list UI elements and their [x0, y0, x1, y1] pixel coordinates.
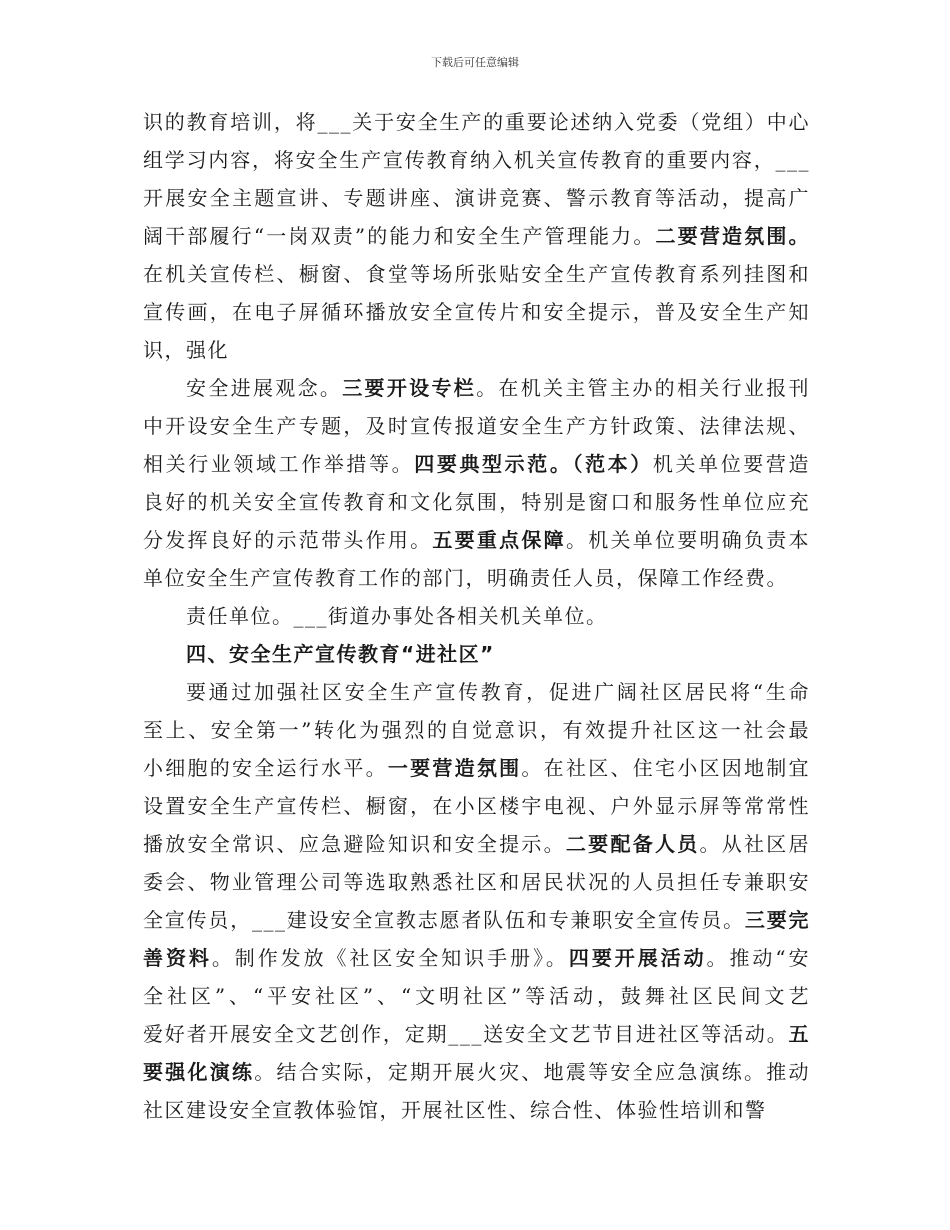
- text-span: 。在社区、住宅小区因地制宜: [521, 756, 811, 780]
- text-span: 委会、物业管理公司等选取熟悉社区和居民状况的人员担任专兼职安: [143, 870, 810, 894]
- text-span: 组学习内容，将安全生产宣传教育纳入机关宣传教育的重要内容，___: [143, 148, 810, 172]
- text-line: [143, 369, 810, 407]
- bold-text-span: 四要典型示范。（范本）: [414, 452, 653, 476]
- text-span: 设置安全生产宣传栏、橱窗，在小区楼宇电视、户外显示屏等常常性: [143, 794, 810, 818]
- text-line: [143, 483, 810, 521]
- text-span: 在机关宣传栏、橱窗、食堂等场所张贴安全生产宣传教育系列挂图和: [143, 262, 810, 286]
- bold-text-span: 要强化演练: [143, 1060, 255, 1084]
- text-span: 责任单位。___街道办事处各相关机关单位。: [186, 604, 608, 628]
- text-line: [143, 445, 810, 483]
- document-body: [143, 103, 810, 1129]
- text-line: [143, 787, 810, 825]
- text-span: 社区建设安全宣教体验馆，开展社区性、综合性、体验性培训和警: [143, 1098, 767, 1122]
- text-line: [143, 825, 810, 863]
- text-span: 安全进展观念。: [186, 376, 343, 400]
- text-span: 。在机关主管主办的相关行业报刊: [476, 376, 811, 400]
- text-line: [143, 597, 810, 635]
- bold-text-span: 二要营造氛围: [655, 224, 789, 248]
- text-span: 机关单位要营造: [652, 452, 811, 476]
- page-header: 下载后可任意编辑: [431, 56, 519, 69]
- text-line: [143, 255, 810, 293]
- text-span: 单位安全生产宣传教育工作的部门，明确责任人员，保障工作经费。: [143, 566, 788, 590]
- text-span: 宣传画，在电子屏循环播放安全宣传片和安全提示，普及安全生产知: [143, 300, 810, 324]
- text-line: [143, 977, 810, 1015]
- text-line: [143, 749, 810, 787]
- text-span: 全宣传员，___建设安全宣教志愿者队伍和专兼职安全宣传员。: [143, 908, 745, 932]
- text-line: [143, 331, 810, 369]
- text-line: [143, 901, 810, 939]
- text-span: 相关行业领域工作举措等。: [143, 452, 415, 476]
- text-span: 阔干部履行“一岗双责”的能力和安全生产管理能力。: [143, 224, 656, 248]
- text-line: [143, 673, 810, 711]
- text-line: [143, 559, 810, 597]
- text-line: [143, 1053, 810, 1091]
- text-span: 爱好者开展安全文艺创作，定期___送安全文艺节目进社区等活动。: [143, 1022, 789, 1046]
- text-span: 播放安全常识、应急避险知识和安全提示。: [143, 832, 566, 856]
- text-line: [143, 407, 810, 445]
- text-span: 识，强化: [143, 338, 229, 362]
- text-line: [143, 939, 810, 977]
- bold-text-span: 善资料: [143, 946, 212, 970]
- text-line: [143, 1015, 810, 1053]
- text-span: 。: [788, 224, 811, 248]
- text-span: 。制作发放《社区安全知识手册》。: [211, 946, 569, 970]
- bold-text-span: 四要开展活动: [568, 946, 707, 970]
- bold-text-span: 五要重点保障: [432, 528, 566, 552]
- text-span: 要通过加强社区安全生产宣传教育，促进广阔社区居民将“生命: [186, 680, 810, 704]
- bold-text-span: 五: [788, 1022, 810, 1046]
- text-span: 全社区”、“平安社区”、“文明社区”等活动，鼓舞社区民间文艺: [143, 984, 810, 1008]
- bold-text-span: 二要配备人员: [565, 832, 700, 856]
- text-line: [143, 103, 810, 141]
- text-span: 识的教育培训，将___关于安全生产的重要论述纳入党委（党组）中心: [143, 110, 810, 134]
- bold-text-span: 三要开设专栏: [342, 376, 477, 400]
- text-span: 良好的机关安全宣传教育和文化氛围，特别是窗口和服务性单位应充: [143, 490, 810, 514]
- section-heading: [143, 635, 810, 673]
- text-line: [143, 521, 810, 559]
- heading-text: 四、安全生产宣传教育“进社区”: [186, 642, 495, 666]
- text-span: 。推动“安: [706, 946, 811, 970]
- bold-text-span: 一要营造氛围: [387, 756, 522, 780]
- text-line: [143, 141, 810, 179]
- text-span: 小细胞的安全运行水平。: [143, 756, 388, 780]
- text-line: [143, 179, 810, 217]
- text-line: [143, 293, 810, 331]
- text-line: [143, 217, 810, 255]
- text-span: 至上、安全第一”转化为强烈的自觉意识，有效提升社区这一社会最: [143, 718, 810, 742]
- text-line: [143, 1091, 810, 1129]
- text-span: 。结合实际，定期开展火灾、地震等安全应急演练。推动: [254, 1060, 811, 1084]
- bold-text-span: 三要完: [744, 908, 811, 932]
- text-line: [143, 711, 810, 749]
- text-span: 。从社区居: [699, 832, 811, 856]
- text-span: 中开设安全生产专题，及时宣传报道安全生产方针政策、法律法规、: [143, 414, 810, 438]
- text-span: 。机关单位要明确负责本: [565, 528, 811, 552]
- text-span: 开展安全主题宣讲、专题讲座、演讲竞赛、警示教育等活动，提高广: [143, 186, 810, 210]
- text-line: [143, 863, 810, 901]
- text-span: 分发挥良好的示范带头作用。: [143, 528, 433, 552]
